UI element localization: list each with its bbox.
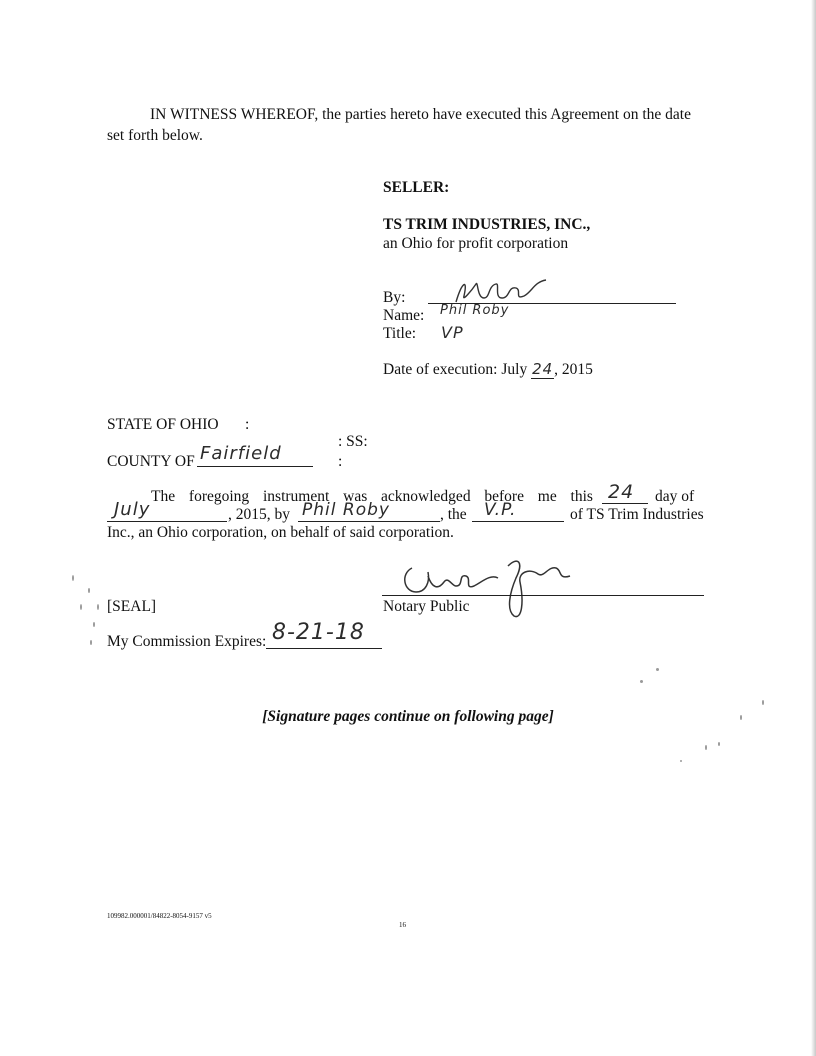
- seller-company-name: TS TRIM INDUSTRIES, INC.,: [383, 216, 591, 233]
- ack-month-line: [107, 521, 227, 522]
- acknowledgment-line-3: Inc., an Ohio corporation, on behalf of said corporation.: [107, 524, 454, 541]
- seller-signature-image: [450, 276, 560, 306]
- witness-clause-line-1: IN WITNESS WHEREOF, the parties hereto have executed this Agreement on the date: [150, 106, 691, 123]
- ack-title-line: [472, 521, 564, 522]
- ack-title-handwritten: V.P.: [484, 500, 517, 520]
- ack-day-line: [602, 503, 648, 504]
- date-suffix: , 2015: [554, 361, 593, 378]
- state-label: STATE OF OHIO: [107, 416, 219, 433]
- seller-company-description: an Ohio for profit corporation: [383, 235, 569, 252]
- state-colon: :: [245, 416, 250, 433]
- commission-line: [266, 648, 382, 649]
- date-prefix: Date of execution: July: [383, 361, 532, 378]
- commission-date-handwritten: 8-21-18: [272, 620, 365, 645]
- ss-label: : SS:: [338, 433, 368, 450]
- ack-name-handwritten: Phil Roby: [302, 500, 390, 520]
- notary-signature-line: [382, 595, 704, 596]
- name-label: Name:: [383, 307, 425, 324]
- signer-title-handwritten: VP: [441, 323, 464, 342]
- by-label: By:: [383, 289, 406, 306]
- ack-name-line: [298, 521, 440, 522]
- commission-label: My Commission Expires:: [107, 633, 267, 650]
- scan-edge: [811, 0, 816, 1056]
- document-id: 109982.000001/84822-8054-9157 v5: [107, 912, 212, 920]
- ack-day-handwritten: 24: [608, 481, 635, 503]
- seller-heading: SELLER:: [383, 179, 450, 196]
- title-label: Title:: [383, 325, 417, 342]
- ack-the: , the: [440, 506, 467, 523]
- seal-label: [SEAL]: [107, 598, 157, 615]
- county-label: COUNTY OF: [107, 453, 195, 470]
- county-line: [197, 466, 313, 467]
- witness-clause-line-2: set forth below.: [107, 127, 203, 144]
- date-of-execution: [383, 360, 593, 379]
- notary-public-label: Notary Public: [383, 598, 470, 615]
- signer-name-handwritten: Phil Roby: [440, 303, 510, 318]
- acknowledgment-line-1: The foregoing instrument was acknowledged before me this: [151, 488, 593, 505]
- page-number: 16: [399, 921, 406, 929]
- ack-month-handwritten: July: [114, 499, 151, 520]
- county-colon: :: [338, 453, 343, 470]
- ack-year-by: , 2015, by: [228, 506, 290, 523]
- date-day-handwritten: 24: [532, 360, 554, 378]
- ack-day-of: day of: [655, 488, 695, 505]
- county-handwritten: Fairfield: [200, 443, 282, 464]
- continuation-note: [Signature pages continue on following page]: [262, 708, 554, 725]
- ack-company: of TS Trim Industries: [570, 506, 704, 523]
